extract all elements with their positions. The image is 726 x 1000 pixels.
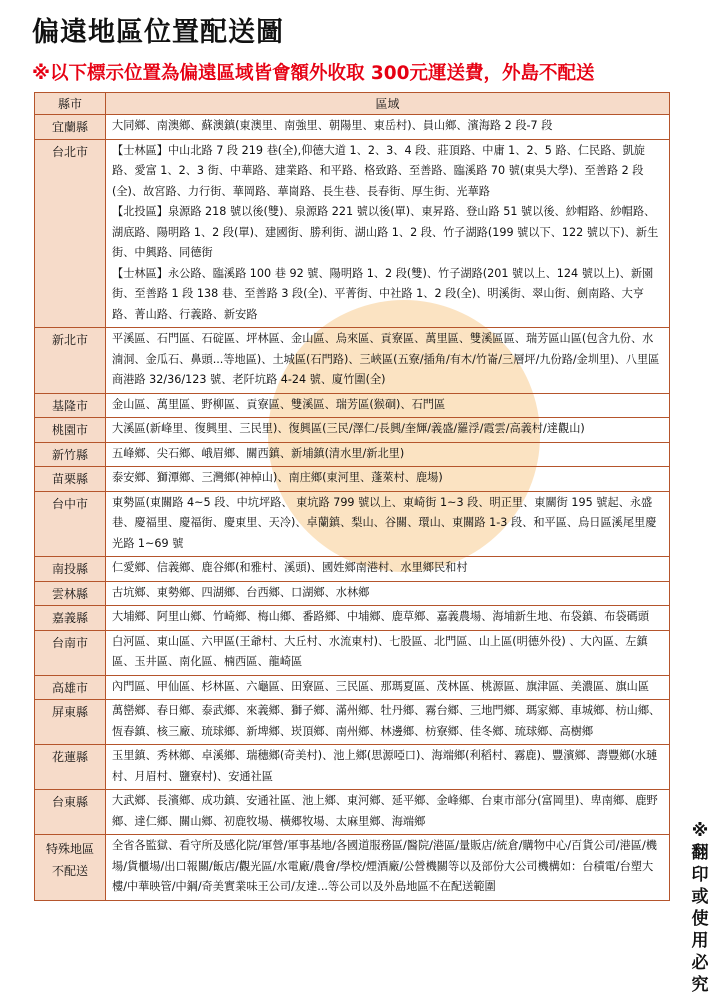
table-row [35, 630, 670, 675]
side-note-char: 究 [691, 975, 709, 995]
area-cell [106, 630, 670, 675]
county-cell: 雲林縣 [35, 581, 106, 606]
county-cell: 基隆市 [35, 393, 106, 418]
table-row [35, 328, 670, 394]
county-cell: 台東縣 [35, 790, 106, 835]
table-row [35, 442, 670, 467]
area-text: 大同鄉、南澳鄉、蘇澳鎮(東澳里、南強里、朝陽里、東岳村)、員山鄉、濱海路 2 段-7 段 [112, 119, 553, 132]
county-cell: 高雄市 [35, 675, 106, 700]
side-note-char: 印 [691, 865, 709, 885]
county-cell: 特殊地區不配送 [35, 835, 106, 901]
copyright-side-note [686, 820, 714, 996]
area-text: 金山區、萬里區、野柳區、貢寮區、雙溪區、瑞芳區(猴硐)、石門區 [112, 397, 446, 411]
county-cell: 花蓮縣 [35, 745, 106, 790]
county-cell: 南投縣 [35, 557, 106, 582]
area-text: 【士林區】中山北路 7 段 219 巷(全),仰德大道 1、2、3、4 段、莊頂路、中庸 1、2、5 路、仁民路、凱旋路、愛富 1、2、3 街、中華路、建業路、和平路、格致路、至善路、臨溪路 70 號(東吳大學)、至善路 2 段(全)、故宮路、力行街、華岡路、華崗路、長生巷、長春街、厚生街、光華路 [112, 143, 645, 198]
table-row [35, 745, 670, 790]
side-note-char: 用 [691, 931, 709, 951]
table-row [35, 139, 670, 328]
side-note-char: 或 [691, 887, 709, 907]
area-text: 大武鄉、長濱鄉、成功鎮、安通社區、池上鄉、東河鄉、延平鄉、金峰鄉、台東市部分(富岡里)、卑南鄉、鹿野鄉、達仁鄉、關山鄉、初鹿牧場、橫郷牧場、太麻里鄉、海端鄉 [112, 794, 658, 828]
county-cell: 新北市 [35, 328, 106, 394]
table-row [35, 115, 670, 140]
area-cell [106, 115, 670, 140]
county-cell: 宜蘭縣 [35, 115, 106, 140]
area-cell [106, 139, 670, 328]
county-cell: 台南市 [35, 630, 106, 675]
area-text: 古坑鄉、東勢鄉、四湖鄉、台西鄉、口湖鄉、水林鄉 [112, 585, 370, 599]
area-text: 全省各監獄、看守所及感化院/軍營/軍事基地/各國道服務區/醫院/港區/量販店/統倉/購物中心/百貨公司/港區/機場/貨櫃場/出口報關/飯店/觀光區/水電廠/農會/學校/煙酒廠/公營機關等以及部份大公司機構如：台積電/台塑大樓/中華映管/中鋼/奇美實業味王公司/友達...等公司以及外島地區不在配送範圍 [112, 839, 657, 893]
area-text: 萬巒鄉、春日鄉、泰武鄉、來義鄉、獅子鄉、滿州鄉、牡丹鄉、霧台鄉、三地門鄉、瑪家鄉、車城鄉、枋山鄉、恆春鎮、核三廠、琉球鄉、新埤鄉、崁頂鄉、南州鄉、林邊鄉、枋寮鄉、佳冬鄉、琉球鄉、高樹鄉 [112, 704, 661, 738]
area-cell [106, 418, 670, 443]
table-row [35, 606, 670, 631]
county-cell: 嘉義縣 [35, 606, 106, 631]
county-cell: 桃園市 [35, 418, 106, 443]
area-text: 五峰鄉、尖石鄉、峨眉鄉、關西鎮、新埔鎮(清水里/新北里) [112, 446, 405, 460]
table-row [35, 581, 670, 606]
county-cell: 苗栗縣 [35, 467, 106, 492]
area-cell [106, 790, 670, 835]
table-row [35, 467, 670, 492]
area-cell [106, 835, 670, 901]
table-row [35, 393, 670, 418]
side-note-char: 必 [691, 953, 709, 973]
area-text: 平溪區、石門區、石碇區、坪林區、金山區、烏來區、貢寮區、萬里區、雙溪區區、瑞芳區山區(包含九份、水湳洞、金瓜石、鼻頭...等地區)、土城區(石門路)、三峽區(五寮/插角/有木/竹崙/三層坪/九份路/金圳里)、八里區商港路 32/36/123 號、老阡坑路 4-24 號、廈竹圍(全) [112, 332, 660, 386]
area-text: 泰安鄉、獅潭鄉、三灣鄉(神棹山)、南庄鄉(東河里、蓬萊村、鹿場) [112, 471, 443, 484]
area-cell [106, 675, 670, 700]
table-row [35, 491, 670, 557]
area-text: 仁愛鄉、信義鄉、鹿谷鄉(和雅村、溪頭)、國姓鄉南港村、水里鄉民和村 [112, 561, 468, 574]
area-text: 大溪區(新峰里、復興里、三民里)、復興區(三民/澤仁/長興/奎輝/義盛/羅浮/霞雲/高義村/達觀山) [112, 422, 585, 435]
area-cell [106, 557, 670, 582]
county-cell: 新竹縣 [35, 442, 106, 467]
side-note-char: 翻 [691, 843, 709, 863]
header-area: 區域 [106, 93, 670, 115]
area-text: 白河區、東山區、六甲區(王爺村、大丘村、水流東村)、七股區、北門區、山上區(明德外役) 、大內區、左鎮區、玉井區、南化區、楠西區、龍崎區 [112, 634, 648, 668]
county-cell: 台北市 [35, 139, 106, 328]
page-title: 偏遠地區位置配送圖 [32, 17, 284, 48]
area-text: 玉里鎮、秀林鄉、卓溪鄉、瑞穗鄉(奇美村)、池上鄉(思源啞口)、海端鄉(利稻村、霧鹿)、豐濱鄉、壽豐鄉(水璉村、月眉村、鹽寮村)、安通社區 [112, 749, 658, 783]
area-text: 【士林區】永公路、臨溪路 100 巷 92 號、陽明路 1、2 段(雙)、竹子湖路(201 號以上、124 號以上)、新園街、至善路 1 段 138 巷、至善路 3 段(全)、平菁街、中社路 1、2 段(全)、明溪街、翠山街、劍南路、大亨路、菁山路、行義路、新安路 [112, 266, 654, 321]
table-row [35, 700, 670, 745]
area-text: 【北投區】泉源路 218 號以後(雙)、泉源路 221 號以後(單)、東昇路、登山路 51 號以後、紗帽路、紗帽路、湖底路、陽明路 1、2 段(單)、建國街、勝利街、湖山路 1、2 段、竹子湖路(199 號以下、122 號以下)、新生街、中興路、同德街 [112, 205, 659, 259]
area-text: 大埔鄉、阿里山鄉、竹崎鄉、梅山鄉、番路鄉、中埔鄉、鹿草鄉、嘉義農場、海埔新生地、布袋鎮、布袋碼頭 [112, 610, 650, 623]
area-cell [106, 467, 670, 492]
area-cell [106, 581, 670, 606]
table-header-row [35, 93, 670, 115]
county-cell: 台中市 [35, 491, 106, 557]
county-cell: 屏東縣 [35, 700, 106, 745]
area-cell [106, 491, 670, 557]
side-note-char: 使 [691, 909, 709, 929]
area-cell [106, 442, 670, 467]
table-row [35, 418, 670, 443]
area-cell [106, 606, 670, 631]
area-cell [106, 700, 670, 745]
side-note-char: ※ [691, 821, 709, 841]
table-row [35, 835, 670, 901]
table-row [35, 675, 670, 700]
area-cell [106, 393, 670, 418]
area-cell [106, 328, 670, 394]
header-county: 縣市 [35, 93, 106, 115]
table-row [35, 790, 670, 835]
table-row [35, 557, 670, 582]
delivery-table [34, 92, 670, 901]
area-cell [106, 745, 670, 790]
area-text: 東勢區(東關路 4~5 段、中坑坪路、 東坑路 799 號以上、東崎街 1~3 段、明正里、東關街 195 號起、永盛巷、慶福里、慶福街、慶東里、天冷)、卓蘭鎮、梨山、谷關、環山、東關路 1-3 段、和平區、烏日區溪尾里慶光路 1~69 號 [112, 495, 657, 550]
area-text: 內門區、甲仙區、杉林區、六龜區、田寮區、三民區、那瑪夏區、茂林區、桃源區、旗津區、美濃區、旗山區 [112, 679, 650, 693]
page-subtitle: ※以下標示位置為偏遠區域皆會額外收取 300元運送費，外島不配送 [32, 63, 595, 84]
